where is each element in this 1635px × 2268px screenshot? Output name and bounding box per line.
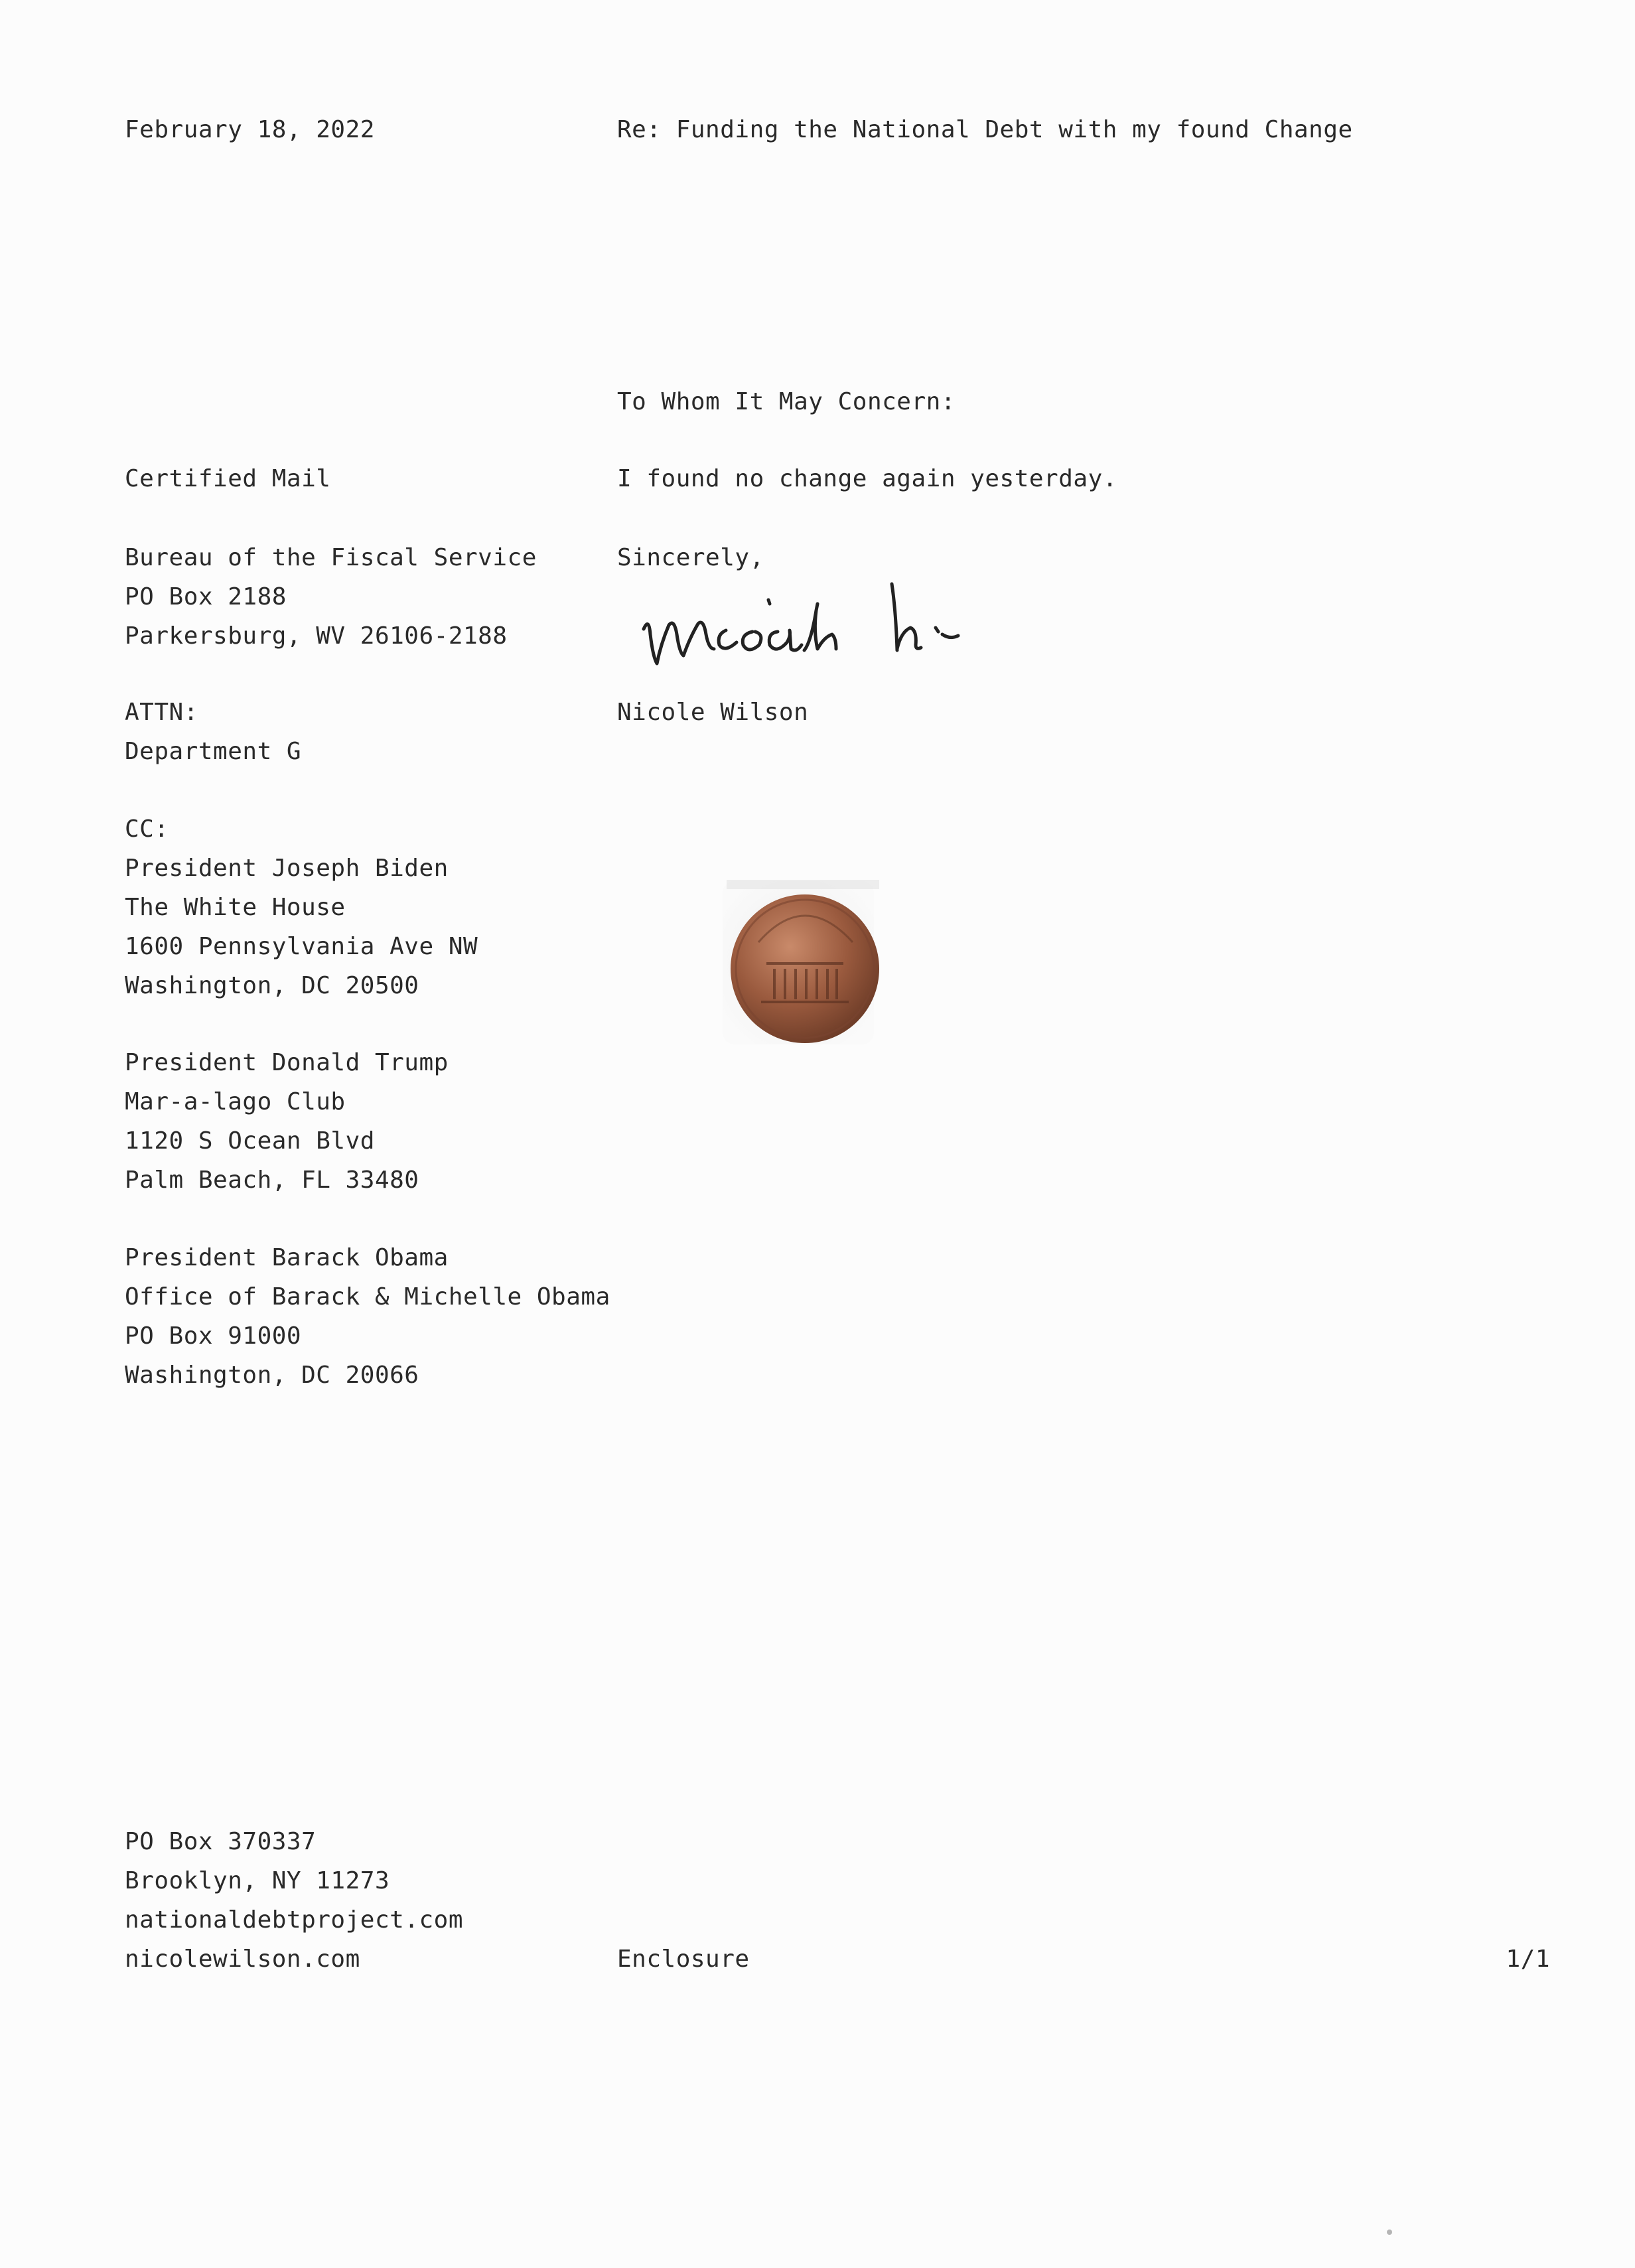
sender-website[interactable]: nicolewilson.com — [125, 1946, 360, 1973]
cc-line: Washington, DC 20500 — [125, 972, 419, 999]
scan-speck — [1387, 2230, 1392, 2235]
cc-line: Office of Barack & Michelle Obama — [125, 1283, 610, 1311]
enclosure-note: Enclosure — [617, 1946, 750, 1973]
sender-website[interactable]: nationaldebtproject.com — [125, 1906, 463, 1934]
letter-message: I found no change again yesterday. — [617, 465, 1117, 492]
cc-recipient-2 — [125, 1043, 449, 1200]
sender-address — [125, 1822, 463, 1979]
cc-recipient-3 — [125, 1238, 610, 1395]
cc-line: 1600 Pennsylvania Ave NW — [125, 933, 478, 960]
cc-line: The White House — [125, 894, 346, 921]
penny-coin-image — [720, 876, 886, 1048]
cc-line: PO Box 91000 — [125, 1322, 302, 1350]
salutation: To Whom It May Concern: — [617, 388, 956, 415]
cc-line: Washington, DC 20066 — [125, 1362, 419, 1389]
cc-block — [125, 810, 478, 1005]
sender-line: PO Box 370337 — [125, 1828, 317, 1855]
attn-department: Department G — [125, 738, 302, 765]
closing: Sincerely, — [617, 544, 764, 571]
recipient-address — [125, 538, 537, 656]
delivery-method: Certified Mail — [125, 465, 331, 492]
page-number: 1/1 — [1506, 1946, 1550, 1973]
cc-label: CC: — [125, 815, 169, 843]
cc-line: Mar-a-lago Club — [125, 1088, 346, 1115]
cc-line: President Donald Trump — [125, 1049, 449, 1076]
attn-block — [125, 693, 301, 771]
cc-line: 1120 S Ocean Blvd — [125, 1127, 375, 1155]
subject-line: Re: Funding the National Debt with my found Change — [617, 116, 1353, 143]
handwritten-signature — [637, 571, 1022, 677]
signer-name: Nicole Wilson — [617, 699, 809, 726]
recipient-line: Parkersburg, WV 26106-2188 — [125, 622, 508, 650]
sender-line: Brooklyn, NY 11273 — [125, 1867, 390, 1894]
cc-line: President Joseph Biden — [125, 855, 449, 882]
cc-line: Palm Beach, FL 33480 — [125, 1167, 419, 1194]
recipient-line: Bureau of the Fiscal Service — [125, 544, 537, 571]
attn-label: ATTN: — [125, 699, 198, 726]
cc-line: President Barack Obama — [125, 1244, 449, 1271]
letter-date: February 18, 2022 — [125, 116, 375, 143]
recipient-line: PO Box 2188 — [125, 583, 287, 610]
